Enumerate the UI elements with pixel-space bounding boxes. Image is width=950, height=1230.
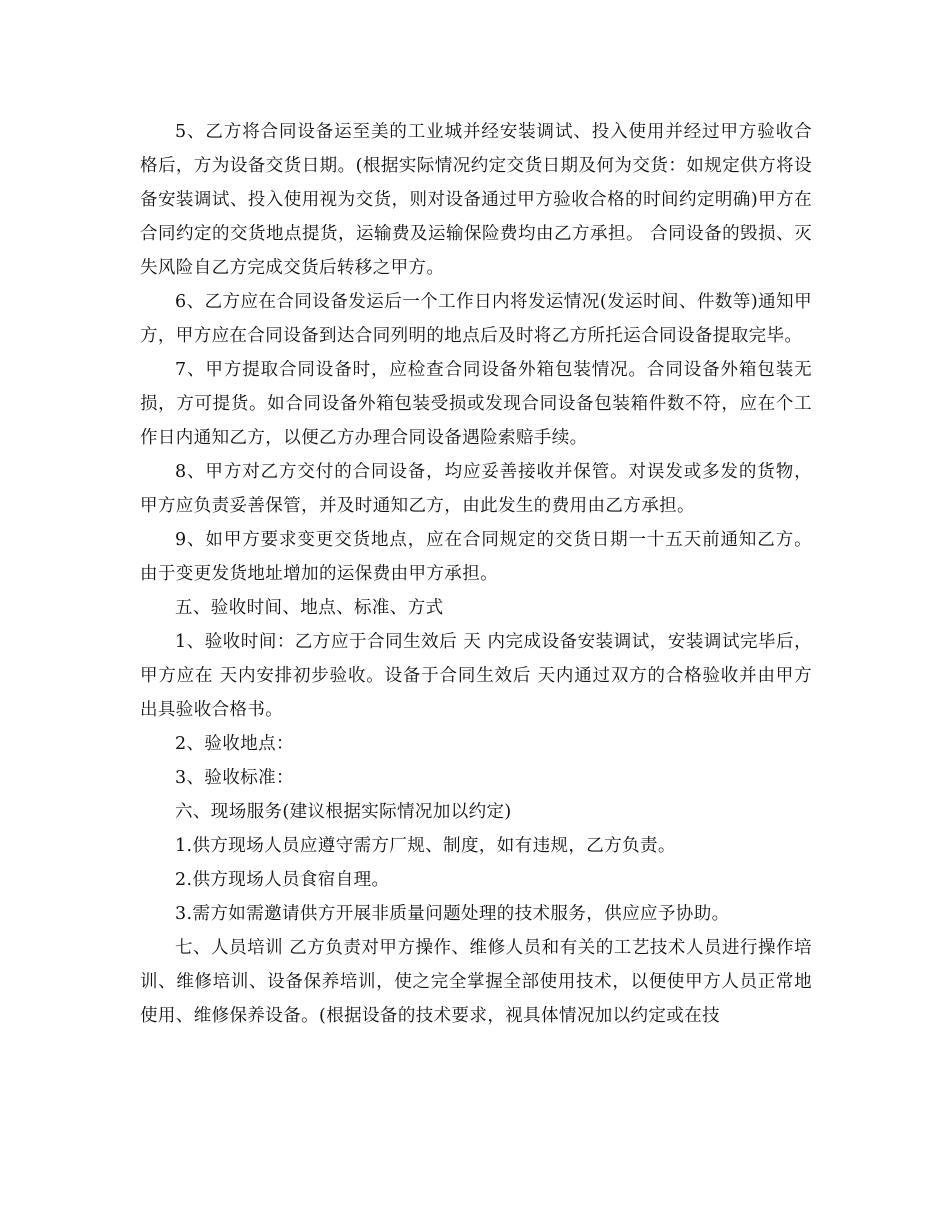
paragraph-delivery-location-change: 9、如甲方要求变更交货地点，应在合同规定的交货日期一十五天前通知乙方。由于变更发货地址增加的运保费由甲方承担。: [140, 530, 812, 584]
section-heading-acceptance: 五、验收时间、地点、标准、方式: [175, 598, 444, 618]
paragraph-technical-assistance: 3.需方如需邀请供方开展非质量问题处理的技术服务，供应应予协助。: [175, 904, 730, 924]
paragraph-onsite-rules: 1.供方现场人员应遵守需方厂规、制度，如有违规，乙方负责。: [175, 836, 676, 856]
paragraph-acceptance-standard: 3、验收标准：: [175, 768, 294, 788]
paragraph-onsite-lodging: 2.供方现场人员食宿自理。: [175, 870, 390, 890]
section-heading-onsite-service: 六、现场服务(建议根据实际情况加以约定): [175, 802, 512, 822]
paragraph-acceptance-location: 2、验收地点：: [175, 734, 294, 754]
paragraph-goods-custody: 8、甲方对乙方交付的合同设备，均应妥善接收并保管。对误发或多发的货物，甲方应负责妥善保管，并及时通知乙方，由此发生的费用由乙方承担。: [140, 462, 812, 516]
paragraph-acceptance-time: 1、验收时间：乙方应于合同生效后 天 内完成设备安装调试，安装调试完毕后，甲方应在 天内安排初步验收。设备于合同生效后 天内通过双方的合格验收并由甲方出具验收合格书。: [140, 632, 812, 720]
paragraph-delivery-date: 5、乙方将合同设备运至美的工业城并经安装调试、投入使用并经过甲方验收合格后，方为设备交货日期。(根据实际情况约定交货日期及何为交货：如规定供方将设备安装调试、投入使用视为交货，则对设备通过甲方验收合格的时间约定明确)甲方在合同约定的交货地点提货，运输费及运输保险费均由乙方承担。 合同设备的毁损、灭失风险自乙方完成交货后转移之甲方。: [140, 122, 812, 278]
paragraph-personnel-training: 七、人员培训 乙方负责对甲方操作、维修人员和有关的工艺技术人员进行操作培训、维修培训、设备保养培训，使之完全掌握全部使用技术，以便使甲方人员正常地使用、维修保养设备。(根据设备的技术要求，视具体情况加以约定或在技: [140, 938, 812, 1026]
paragraph-shipment-notice: 6、乙方应在合同设备发运后一个工作日内将发运情况(发运时间、件数等)通知甲方，甲方应在合同设备到达合同列明的地点后及时将乙方所托运合同设备提取完毕。: [140, 292, 812, 346]
paragraph-package-inspection: 7、甲方提取合同设备时，应检查合同设备外箱包装情况。合同设备外箱包装无损，方可提货。如合同设备外箱包装受损或发现合同设备包装箱件数不符，应在个工作日内通知乙方，以便乙方办理合同设备遇险索赔手续。: [140, 360, 812, 448]
document-body: [140, 115, 812, 1033]
